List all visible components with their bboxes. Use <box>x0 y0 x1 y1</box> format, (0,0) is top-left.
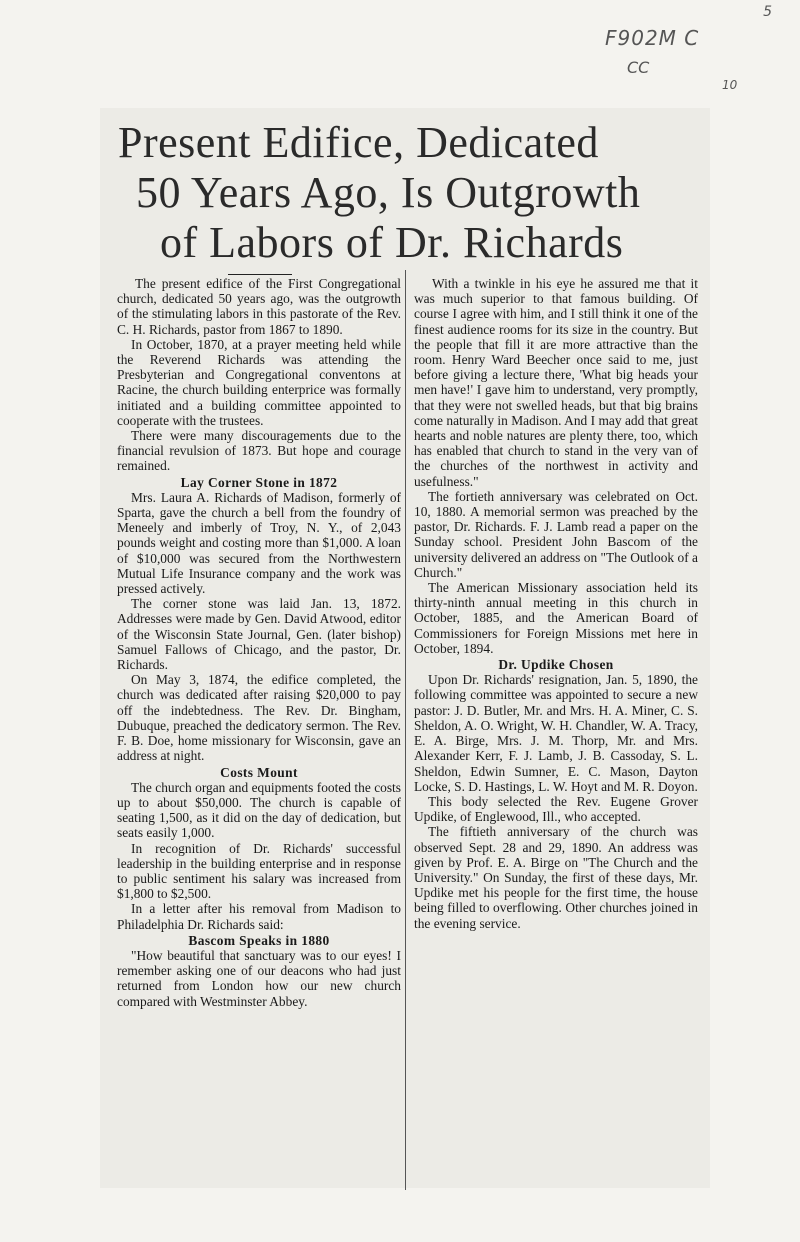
headline-line-2: 50 Years Ago, Is Outgrowth <box>136 168 641 217</box>
subheading: Costs Mount <box>220 764 298 780</box>
paragraph: Mrs. Laura A. Richards of Madison, formerly of Sparta, gave the church a bell from the foundry of Meneely and imberly of Troy, N. Y., of 2,043 pounds weight and costing more than $1,000. A loan of $10,000 was secured from the Northwestern Mutual Life Insurance company and the work was pressed actively. <box>117 489 401 597</box>
headline-line-3: of Labors of Dr. Richards <box>160 218 624 267</box>
subheading: Bascom Speaks in 1880 <box>188 932 330 948</box>
paragraph: "How beautiful that sanctuary was to our eyes! I remember asking one of our deacons who had just returned from London how our new church compared with Westminster Abbey. <box>117 947 401 1009</box>
paragraph: The fortieth anniversary was celebrated on Oct. 10, 1880. A memorial sermon was preached by the pastor, Dr. Richards. F. J. Lamb read a paper on the Sunday school. President John Bascom of the university delivered an address on "The Outlook of a Church." <box>414 488 698 580</box>
catalog-code: F902M C <box>605 26 700 50</box>
paragraph: The present edifice of the First Congregational church, dedicated 50 years ago, was the outgrowth of the stimulating labors in this pastorate of the Rev. C. H. Richards, pastor from 1867 to 1890. <box>117 276 401 337</box>
subheading: Dr. Updike Chosen <box>498 657 614 673</box>
catalog-sub: CC <box>627 58 650 77</box>
paragraph: This body selected the Rev. Eugene Grover Updike, of Englewood, Ill., who accepted. <box>414 793 698 825</box>
headline-rule <box>228 274 292 275</box>
left-column <box>117 276 401 1009</box>
paragraph: Upon Dr. Richards' resignation, Jan. 5, 1890, the following committee was appointed to secure a new pastor: J. D. Butler, Mr. and Mrs. H. A. Miner, C. S. Sheldon, A. O. Wright, W. H. Chandler, W. A. Tracy, E. A. Birge, Mrs. J. M. Thorp, Mr. and Mrs. Alexander Kerr, F. J. Lamb, J. B. Cassoday, S. L. Sheldon, Edwin Sumner, E. C. Mason, Dayton Locke, S. D. Hastings, L. W. Hoyt and M. R. Doyon. <box>414 672 698 794</box>
page-number: 10 <box>722 78 738 92</box>
headline-line-1: Present Edifice, Dedicated <box>118 118 599 167</box>
corner-mark: 5 <box>763 4 772 20</box>
paragraph: There were many discouragements due to the financial revulsion of 1873. But hope and courage remained. <box>117 428 401 474</box>
subheading: Lay Corner Stone in 1872 <box>180 474 338 490</box>
paragraph: On May 3, 1874, the edifice completed, the church was dedicated after raising $20,000 to pay off the indebtedness. The Rev. Dr. Bingham, Dubuque, preached the dedicatory sermon. The Rev. F. B. Doe, home missionary for Wisconsin, gave an address at night. <box>117 672 401 764</box>
right-column <box>414 276 698 931</box>
paragraph: The church organ and equipments footed the costs up to about $50,000. The church is capable of seating 1,500, as it did on the day of dedication, but seats easily 1,000. <box>117 779 401 841</box>
column-divider <box>405 270 406 1190</box>
paragraph: In recognition of Dr. Richards' successful leadership in the building enterprise and in response to public sentiment his salary was increased from $1,800 to $2,500. <box>117 840 401 902</box>
paragraph: In a letter after his removal from Madison to Philadelphia Dr. Richards said: <box>117 901 401 932</box>
paragraph: In October, 1870, at a prayer meeting held while the Reverend Richards was attending the Presbyterian and Congregational conventons at Racine, the church building enterprice was formally initiated and a building committee appointed to cooperate with the trustees. <box>117 336 401 428</box>
paragraph: The fiftieth anniversary of the church was observed Sept. 28 and 29, 1890. An address was given by Prof. E. A. Birge on "The Church and the University." On Sunday, the first of these days, Mr. Updike met his people for the first time, the house being filled to overflowing. Other churches joined in the evening service. <box>414 824 698 931</box>
headline <box>100 118 710 268</box>
paragraph: The corner stone was laid Jan. 13, 1872. Addresses were made by Gen. David Atwood, editor of the Wisconsin State Journal, Gen. (later bishop) Samuel Fallows of Chicago, and the pastor, Dr. Richards. <box>117 596 401 673</box>
paragraph: With a twinkle in his eye he assured me that it was much superior to that famous building. Of course I agree with him, and I still think it one of the finest audience rooms for its size in the country. But the people that fill it are more attractive than the room. Henry Ward Beecher once said to me, just before giving a lecture there, 'What big heads your men have!' I gave him to understand, very promptly, that they were not swelled heads, but that big brains come naturally in Madison. And I may add that great hearts and noble natures are plenty there, too, which has enabled that church to stand in the very van of the churches of the northwest in activity and usefulness." <box>414 276 698 489</box>
paragraph: The American Missionary association held its thirty-ninth annual meeting in this church in October, 1885, and the American Board of Commissioners for Foreign Missions met here in October, 1894. <box>414 580 698 656</box>
